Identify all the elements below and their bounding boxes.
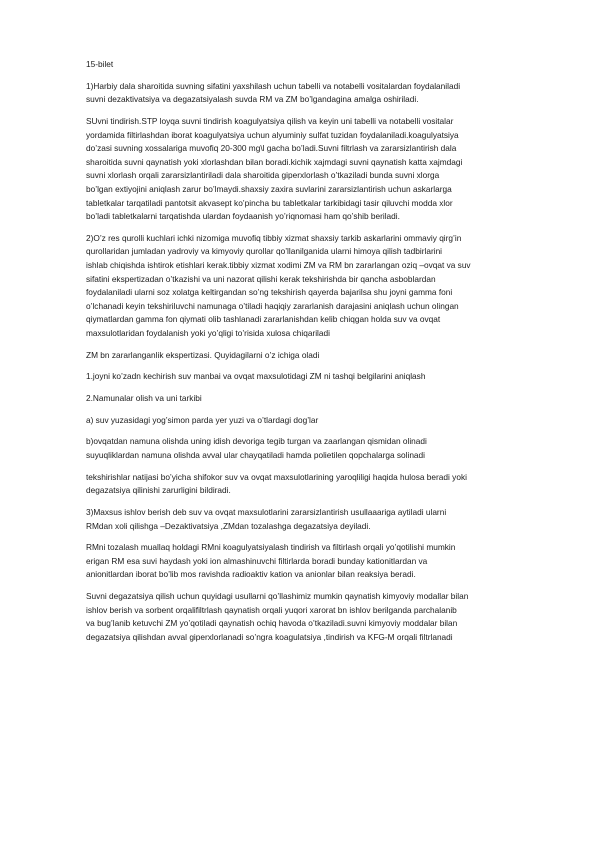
paragraph [86,80,522,107]
text-line: 2)O’z res qurolli kuchlari ichki nizomiga muvofiq tibbiy xizmat shaxsiy tarkib askarlarini ommaviy qirg’in [86,232,462,243]
paragraph-list [86,80,522,645]
paragraph [86,349,522,363]
text-line: SUvni tindirish.STP loyqa suvni tindirish koagulyatsiya qilish va keyin uni tabelli va notabelli vositalar [86,115,454,126]
text-line: degazatsiya qilishdan avval giperxlorlanadi so’ngra koagulatsiya ,tindirish va KFG-M orqali filtrlanadi [86,631,453,642]
paragraph [86,392,522,406]
text-line: maxsulotlaridan foydalanish yoki yo’qligi to’risida xulosa chiqariladi [86,327,330,338]
text-line: a) suv yuzasidagi yog’simon parda yer yuzi va o’tlardagi dog’lar [86,414,319,425]
text-line: sharoitida suvni qaynatish yoki xlorlashdan bilan boradi.kichik xajmdagi suvni qaynatish katta xajmdagi [86,156,463,167]
text-line: b)ovqatdan namuna olishda uning idish devoriga tegib turgan va zaarlangan qismidan olinadi [86,436,427,447]
text-line: foydalaniladi ularni soz xolatga keltirgandan so’ng tekshirish qayerda bajarilsa shu joyni gamma foni [86,287,453,298]
text-line: ishlab chiqishda ishtirok etishlari kerak.tibbiy xizmat xodimi ZM va RM bn zararlangan oziq –ovqat va suv [86,260,471,270]
paragraph [86,541,522,582]
paragraph [86,232,522,341]
text-line: erigan RM esa suvi haydash yoki ion almashinuvchi filtirlarda boradi bunday kationitlardan va [86,555,428,566]
text-line: ZM bn zararlanganlik ekspertizasi. Quyidagilarni o’z ichiga oladi [86,349,320,360]
text-line: bo’lgan extiyojini aniqlash zarur bo’lmaydi.shaxsiy zaxira suvlarini zararsizlantirish uchun askarlarga [86,183,452,194]
text-line: suvni dezaktivatsiya va degazatsiyalash suvda RM va ZM bo’lgandagina amalga oshiriladi. [86,94,419,105]
text-line: RMni tozalash muallaq holdagi RMni koagulyatsiyalash tindirish va filtirlash orqali yo’qotilishi mumkin [86,542,456,553]
document-title [86,58,522,72]
text-line: tabletkalar tarqatiladi pantotsit akvasept ko’pincha bu tabletkalar tarkibidagi tasir qiluvchi modda xlor [86,197,453,208]
text-line: ishlov berish va sorbent orqalifiltrlash qaynatish orqali yuqori xarorat bn ishlov berilganda parchalanib [86,604,457,615]
text-line: 1.joyni ko’zadn kechirish suv manbai va ovqat maxsulotidagi ZM ni tashqi belgilarini aniqlash [86,371,426,382]
paragraph [86,414,522,428]
paragraph [86,115,522,224]
text-line: va bug’lanib ketuvchi ZM yo’qotiladi qaynatish ochiq havoda o’tkaziladi.suvni kimyoviy moddalar bilan [86,618,458,629]
text-line: anionitlardan iborat bo’lib mos ravishda radioaktiv kation va anionlar bilan reaksiya beradi. [86,569,416,580]
paragraph [86,590,522,644]
text-line: degazatsiya qilinishi zarurligini bildiradi. [86,485,231,496]
text-line: o’lchanadi keyin tekshiriluvchi namunaga o’tiladi haqiqiy zararlanish darajasini aniqlash uchun olingan [86,300,459,311]
text-line: 3)Maxsus ishlov berish deb suv va ovqat maxsulotlarini zararsizlantirish usullaaariga aytiladi ularni [86,506,447,517]
paragraph [86,370,522,384]
text-line: Suvni degazatsiya qilish uchun quyidagi usullarni qo’llashimiz mumkin qaynatish kimyoviy modallar bilan [86,591,469,602]
text-line: suvni xlorlash orqali zararsizlantiriladi dala sharoitida giperxlorlash o’tkaziladi bunda suvni xlorga [86,170,440,181]
text-line: tekshirishlar natijasi bo’yicha shifokor suv va ovqat maxsulotlarining yaroqliligi haqida hulosa beradi yoki [86,471,467,482]
text-line: RMdan xoli qilishga –Dezaktivatsiya ,ZMdan tozalashga degazatsiya deyiladi. [86,520,371,531]
text-line: 1)Harbiy dala sharoitida suvning sifatini yaxshilash uchun tabelli va notabelli vositalardan foydalaniladi [86,80,461,91]
text-line: yordamida filtirlashdan iborat koagulyatsiya uchun alyuminiy sulfat tuzidan foydalaniladi.koagulyatsiya [86,129,459,140]
text-line: 2.Namunalar olish va uni tarkibi [86,393,202,404]
title-line: 15-bilet [86,59,114,69]
text-line: suyuqliklardan namuna olishda avval ular chayqatiladi hamda polietilen qopchalarga solinadi [86,450,426,460]
text-line: do’zasi suvning xossalariga muvofiq 20-300 mg\l gacha bo’ladi.Suvni filtrlash va zararsizlantirish dala [86,143,457,154]
document-body [86,58,522,653]
text-line: sifatini ekspertizadan o’tkazishi va uni nazorat qilishi kerak tekshirishda bir qancha asboblardan [86,273,436,284]
text-line: qiymatlardan gamma fon qiymati olib tashlanadi zararlanishdan kelib chiqgan holda suv va ovqat [86,314,441,325]
text-line: bo’ladi tabletkalarni tarqatishda ulardan foydaanish yo’riqnomasi ham qo’shib beriladi. [86,211,400,222]
paragraph [86,506,522,533]
paragraph [86,435,522,462]
paragraph [86,471,522,498]
text-line: qurollaridan jumladan yadroviy va kimyoviy qurollar qo’llanilganida ularni himoya qilish tadbirlarini [86,246,443,257]
